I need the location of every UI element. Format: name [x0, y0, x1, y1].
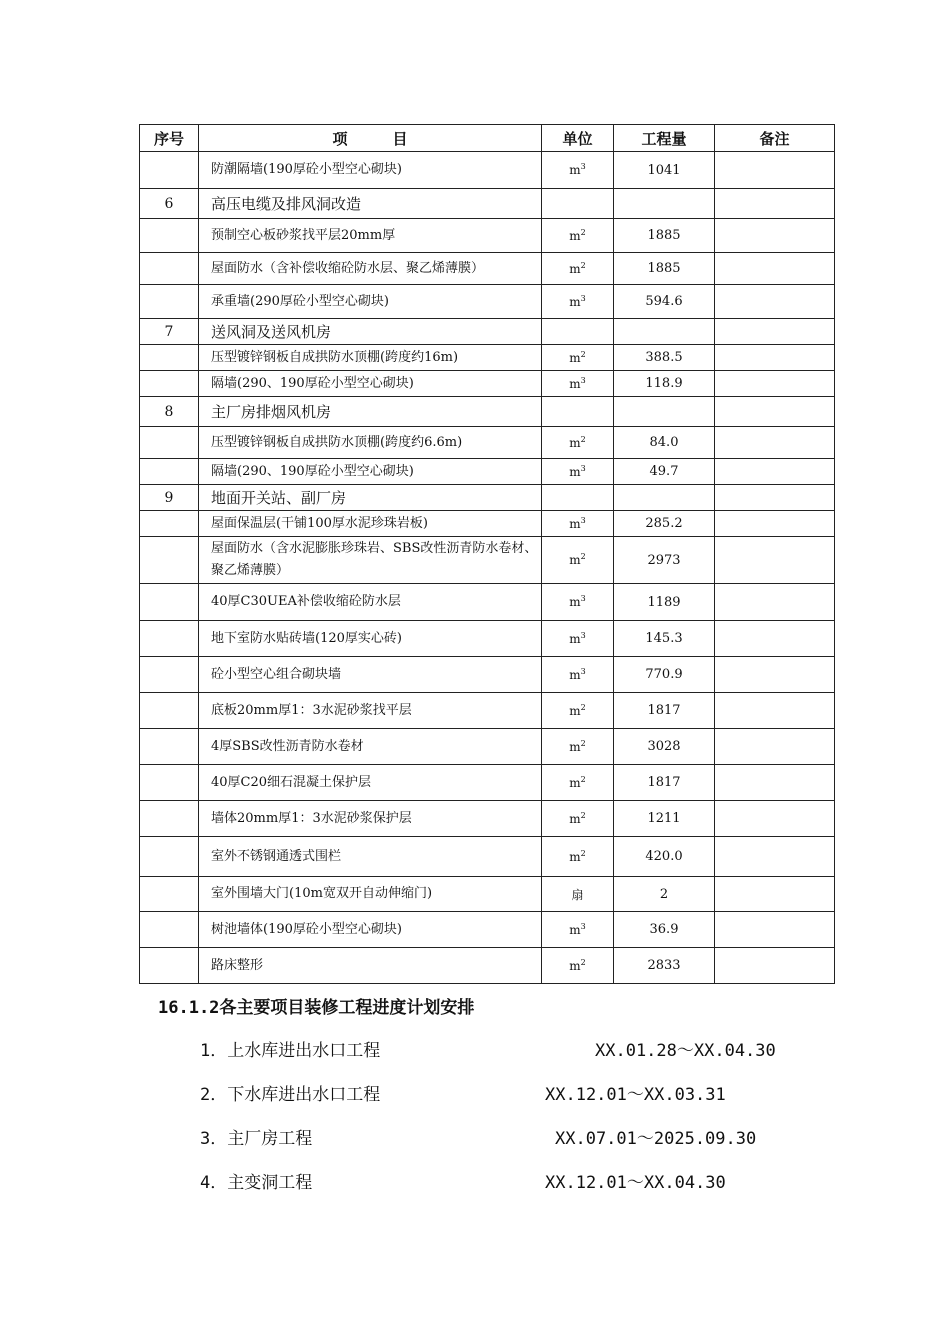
quantity-cell: 388.5 [614, 345, 715, 371]
table-row [140, 189, 835, 219]
row-number [140, 912, 199, 948]
row-number [140, 948, 199, 984]
item-name: 地下室防水贴砖墙(120厚实心砖) [199, 621, 542, 657]
row-number: 9 [140, 485, 199, 511]
schedule-item [200, 1080, 760, 1104]
unit-base: m [569, 261, 581, 276]
unit-cell [542, 345, 614, 371]
remark-cell [715, 511, 835, 537]
schedule-item-name: 4．主变洞工程 [200, 1173, 313, 1193]
unit-cell [542, 877, 614, 912]
unit-cell [542, 459, 614, 485]
schedule-item-date: XX.12.01～XX.03.31 [545, 1085, 726, 1105]
remark-cell [715, 371, 835, 397]
header-unit: 单位 [542, 125, 614, 152]
schedule-item [200, 1036, 776, 1061]
unit-exponent: 2 [580, 738, 586, 748]
table-row [140, 397, 835, 427]
unit-exponent: 3 [580, 594, 586, 603]
unit-exponent: 3 [580, 293, 586, 303]
item-name: 预制空心板砂浆找平层20mm厚 [199, 219, 542, 253]
unit-cell [542, 485, 614, 511]
schedule-item-date: XX.07.01～2025.09.30 [555, 1129, 757, 1149]
item-name: 屋面防水（含补偿收缩砼防水层、聚乙烯薄膜） [199, 253, 542, 285]
remark-cell [715, 837, 835, 877]
table-row [140, 459, 835, 485]
schedule-item-name: 3．主厂房工程 [200, 1129, 313, 1149]
quantity-cell: 2 [614, 877, 715, 912]
table-row [140, 948, 835, 984]
item-name: 隔墙(290、190厚砼小型空心砌块) [199, 371, 542, 397]
table-row [140, 621, 835, 657]
unit-base: m [569, 516, 581, 531]
table-row [140, 511, 835, 537]
quantity-cell: 770.9 [614, 657, 715, 693]
row-number [140, 459, 199, 485]
quantity-cell: 145.3 [614, 621, 715, 657]
schedule-item-date: XX.01.28～XX.04.30 [595, 1041, 776, 1061]
header-remark: 备注 [715, 125, 835, 152]
unit-cell [542, 511, 614, 537]
item-name: 室外不锈钢通透式围栏 [199, 837, 542, 877]
unit-exponent: 2 [580, 774, 586, 784]
row-number [140, 253, 199, 285]
unit-base: m [569, 667, 581, 682]
schedule-item [200, 1124, 760, 1148]
quantity-cell [614, 319, 715, 345]
item-name: 屋面保温层(干铺100厚水泥珍珠岩板) [199, 511, 542, 537]
row-number: 8 [140, 397, 199, 427]
remark-cell [715, 345, 835, 371]
unit-base: 扇 [571, 887, 584, 902]
unit-cell [542, 729, 614, 765]
unit-base: m [569, 703, 581, 718]
unit-base: m [569, 595, 581, 609]
unit-cell [542, 801, 614, 837]
unit-base: m [569, 163, 581, 177]
table-row [140, 427, 835, 459]
unit-cell [542, 621, 614, 657]
unit-cell [542, 371, 614, 397]
row-number [140, 729, 199, 765]
quantity-cell [614, 397, 715, 427]
unit-base: m [569, 849, 581, 864]
quantity-cell: 285.2 [614, 511, 715, 537]
item-name: 防潮隔墙(190厚砼小型空心砌块) [199, 152, 542, 189]
quantity-cell: 49.7 [614, 459, 715, 485]
unit-base: m [569, 958, 581, 973]
table-row [140, 912, 835, 948]
item-name: 40厚C20细石混凝土保护层 [199, 765, 542, 801]
row-number: 7 [140, 319, 199, 345]
remark-cell [715, 253, 835, 285]
unit-cell [542, 657, 614, 693]
schedule-item [200, 1168, 760, 1192]
item-name: 40厚C30UEA补偿收缩砼防水层 [199, 584, 542, 621]
remark-cell [715, 285, 835, 319]
remark-cell [715, 319, 835, 345]
unit-exponent: 3 [580, 463, 586, 473]
quantity-cell [614, 485, 715, 511]
item-name: 砼小型空心组合砌块墙 [199, 657, 542, 693]
remark-cell [715, 459, 835, 485]
quantity-table [139, 124, 835, 984]
unit-base: m [569, 811, 581, 826]
header-item: 项 目 [199, 125, 542, 152]
unit-exponent: 3 [580, 630, 586, 640]
unit-base: m [569, 376, 581, 391]
remark-cell [715, 584, 835, 621]
remark-cell [715, 877, 835, 912]
remark-cell [715, 152, 835, 189]
quantity-cell: 1211 [614, 801, 715, 837]
row-number [140, 427, 199, 459]
item-name: 压型镀锌钢板自成拱防水顶棚(跨度约16m) [199, 345, 542, 371]
unit-cell [542, 693, 614, 729]
unit-cell [542, 765, 614, 801]
item-name: 路床整形 [199, 948, 542, 984]
row-number [140, 537, 199, 584]
unit-base: m [569, 922, 581, 937]
remark-cell [715, 801, 835, 837]
quantity-cell [614, 189, 715, 219]
quantity-cell: 1817 [614, 693, 715, 729]
unit-cell [542, 427, 614, 459]
group-title: 主厂房排烟风机房 [199, 397, 542, 427]
table-header-row [140, 125, 835, 152]
unit-cell [542, 584, 614, 621]
unit-exponent: 2 [580, 848, 586, 858]
unit-exponent: 3 [580, 921, 586, 931]
table-row [140, 584, 835, 621]
remark-cell [715, 621, 835, 657]
item-name: 隔墙(290、190厚砼小型空心砌块) [199, 459, 542, 485]
unit-base: m [569, 228, 581, 243]
group-title: 高压电缆及排风洞改造 [199, 189, 542, 219]
remark-cell [715, 427, 835, 459]
quantity-cell: 1885 [614, 219, 715, 253]
item-name: 承重墙(290厚砼小型空心砌块) [199, 285, 542, 319]
unit-cell [542, 189, 614, 219]
table-row [140, 345, 835, 371]
unit-exponent: 2 [580, 702, 586, 712]
quantity-cell: 84.0 [614, 427, 715, 459]
unit-base: m [569, 464, 581, 479]
schedule-item-name: 1．上水库进出水口工程 [200, 1041, 381, 1061]
row-number [140, 693, 199, 729]
unit-base: m [569, 350, 581, 365]
unit-base: m [569, 294, 581, 309]
table-row [140, 693, 835, 729]
unit-exponent: 2 [580, 227, 586, 237]
quantity-cell: 1041 [614, 152, 715, 189]
unit-cell [542, 253, 614, 285]
row-number [140, 801, 199, 837]
row-number [140, 285, 199, 319]
table-row [140, 729, 835, 765]
row-number [140, 219, 199, 253]
unit-exponent: 2 [580, 434, 586, 444]
unit-cell [542, 285, 614, 319]
quantity-cell: 118.9 [614, 371, 715, 397]
unit-base: m [569, 775, 581, 790]
row-number [140, 765, 199, 801]
unit-cell [542, 152, 614, 189]
remark-cell [715, 219, 835, 253]
item-name: 4厚SBS改性沥青防水卷材 [199, 729, 542, 765]
quantity-cell: 1885 [614, 253, 715, 285]
remark-cell [715, 397, 835, 427]
row-number [140, 877, 199, 912]
unit-cell [542, 948, 614, 984]
row-number: 6 [140, 189, 199, 219]
unit-base: m [569, 739, 581, 754]
unit-cell [542, 319, 614, 345]
item-name: 压型镀锌钢板自成拱防水顶棚(跨度约6.6m) [199, 427, 542, 459]
schedule-item-date: XX.12.01～XX.04.30 [545, 1173, 726, 1193]
unit-exponent: 3 [580, 666, 586, 676]
row-number [140, 345, 199, 371]
row-number [140, 837, 199, 877]
table-row [140, 253, 835, 285]
unit-cell [542, 219, 614, 253]
quantity-cell: 2973 [614, 537, 715, 584]
row-number [140, 152, 199, 189]
quantity-cell: 1189 [614, 584, 715, 621]
group-title: 送风洞及送风机房 [199, 319, 542, 345]
unit-cell [542, 837, 614, 877]
unit-exponent: 3 [580, 162, 586, 171]
unit-base: m [569, 435, 581, 450]
table-row [140, 152, 835, 189]
unit-exponent: 2 [580, 349, 586, 359]
unit-cell [542, 912, 614, 948]
table-row [140, 319, 835, 345]
unit-exponent: 2 [580, 810, 586, 820]
row-number [140, 584, 199, 621]
quantity-cell: 420.0 [614, 837, 715, 877]
table-row [140, 485, 835, 511]
remark-cell [715, 693, 835, 729]
unit-exponent: 2 [580, 260, 586, 270]
item-name: 室外围墙大门(10m宽双开自动伸缩门) [199, 877, 542, 912]
remark-cell [715, 537, 835, 584]
unit-cell [542, 397, 614, 427]
remark-cell [715, 912, 835, 948]
section-title: 16.1.2各主要项目装修工程进度计划安排 [158, 998, 475, 1018]
quantity-cell: 1817 [614, 765, 715, 801]
table-row [140, 371, 835, 397]
row-number [140, 371, 199, 397]
unit-base: m [569, 553, 581, 567]
row-number [140, 657, 199, 693]
unit-cell [542, 537, 614, 584]
unit-exponent: 3 [580, 515, 586, 525]
table-row [140, 877, 835, 912]
table-row [140, 765, 835, 801]
unit-exponent: 2 [580, 552, 586, 561]
unit-exponent: 3 [580, 375, 586, 385]
row-number [140, 511, 199, 537]
header-no: 序号 [140, 125, 199, 152]
table-row [140, 537, 835, 584]
table-row [140, 801, 835, 837]
quantity-cell: 3028 [614, 729, 715, 765]
table-row [140, 285, 835, 319]
row-number [140, 621, 199, 657]
table-row [140, 657, 835, 693]
remark-cell [715, 729, 835, 765]
table-row [140, 837, 835, 877]
item-name: 底板20mm厚1：3水泥砂浆找平层 [199, 693, 542, 729]
remark-cell [715, 189, 835, 219]
item-name: 墙体20mm厚1：3水泥砂浆保护层 [199, 801, 542, 837]
schedule-item-name: 2．下水库进出水口工程 [200, 1085, 381, 1105]
quantity-cell: 36.9 [614, 912, 715, 948]
table-body [140, 152, 835, 984]
unit-base: m [569, 631, 581, 646]
item-name: 屋面防水（含水泥膨胀珍珠岩、SBS改性沥青防水卷材、聚乙烯薄膜） [199, 537, 542, 584]
unit-exponent: 2 [580, 957, 586, 967]
header-qty: 工程量 [614, 125, 715, 152]
quantity-cell: 594.6 [614, 285, 715, 319]
item-name: 树池墙体(190厚砼小型空心砌块) [199, 912, 542, 948]
group-title: 地面开关站、副厂房 [199, 485, 542, 511]
remark-cell [715, 765, 835, 801]
table-row [140, 219, 835, 253]
quantity-cell: 2833 [614, 948, 715, 984]
remark-cell [715, 485, 835, 511]
remark-cell [715, 948, 835, 984]
remark-cell [715, 657, 835, 693]
